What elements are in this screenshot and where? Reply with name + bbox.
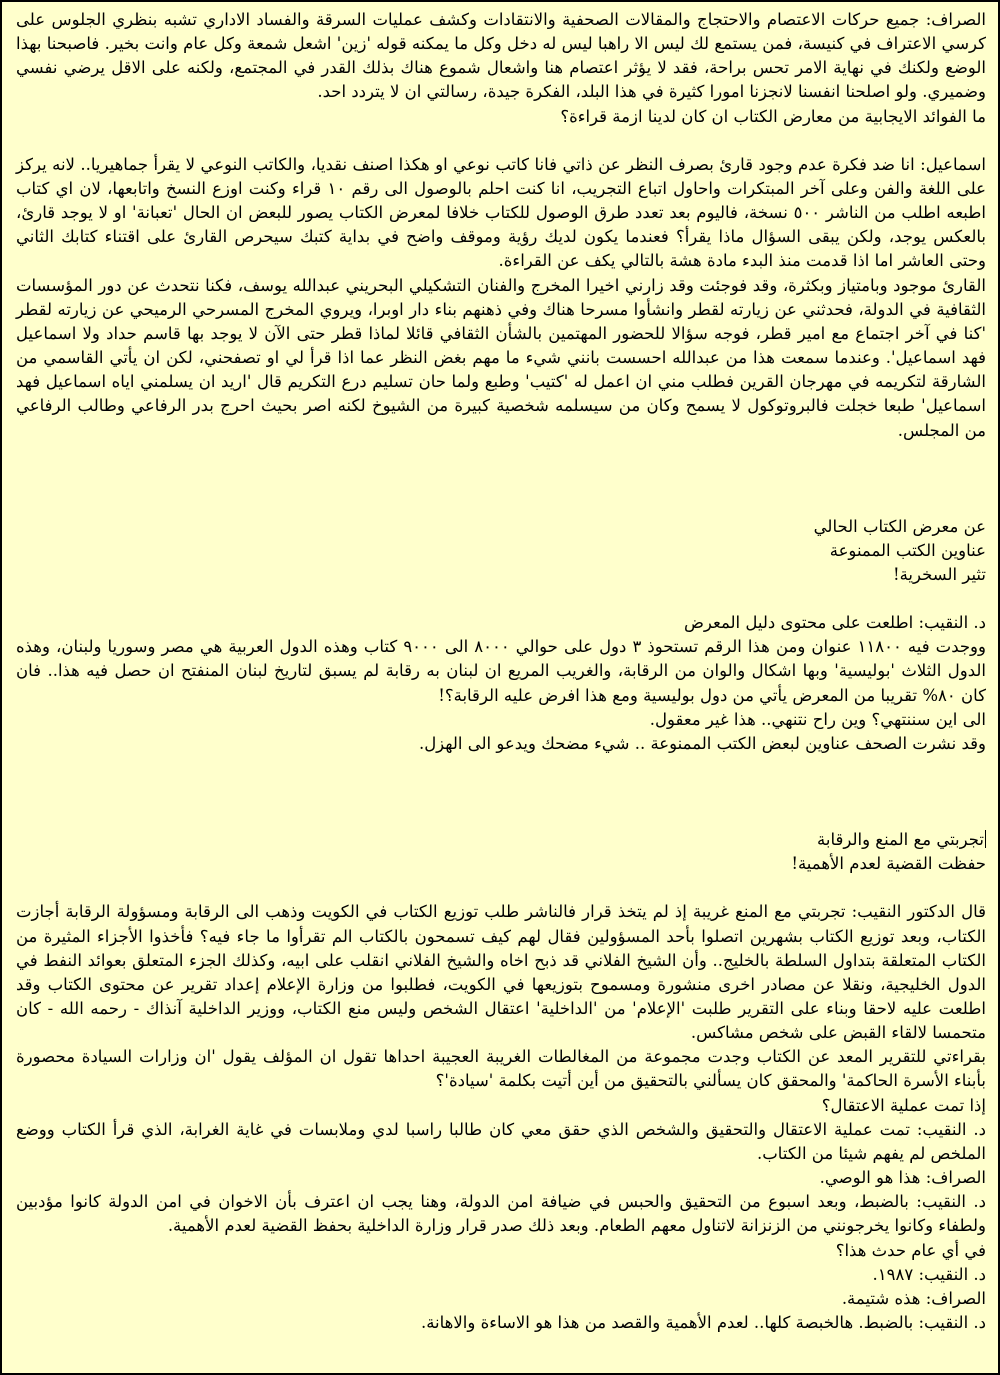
paragraph-text: عن معرض الكتاب الحالي [813,516,986,536]
section-heading-line [16,539,986,563]
paragraph-text: تثير السخرية! [892,564,986,584]
paragraph-text: بقراءتي للتقرير المعد عن الكتاب وجدت مجموعة من المغالطات الغريبة العجيبة احداها تقول ان المؤلف يقول 'ان وزارات السيادة محصورة بأبناء الأسرة الحاكمة' والمحقق كان يسألني بالتحقيق من أين أتيت بكلمة 'سيادة'؟ [16,1047,986,1091]
paragraph [16,611,986,635]
paragraph [16,708,986,732]
paragraph-text: اسماعيل: انا ضد فكرة عدم وجود قارئ بصرف النظر عن ذاتي فانا كاتب نوعي او هكذا اصنف نقديا، والكاتب النوعي لا يقرأ جماهيريا.. لانه يركز على اللغة والفن وعلى آخر المبتكرات واحاول اتباع التجريب، انا كنت احلم بالوصول الى رقم ١٠ قراء وكنت اوزع النسخ واتابعها، لان اي كتاب اطبعه اطلب من الناشر ٥٠٠ نسخة، فاليوم بعد تعدد طرق الوصول للكتاب خلافا لمعرض الكتاب يصور للبعض ان الحال 'تعبانة' او لا يوجد قارئ، بالعكس يوجد، ولكن يبقى السؤال ماذا يقرأ؟ فعندما يكون لديك رؤية وموقف واضح في بداية كتبك سيحرص القارئ على اقتناء كتابك الثاني وحتى العاشر اما اذا قدمت منذ البدء مادة هشة بالتالي يكف عن القراءة. [16,154,986,271]
paragraph [16,1166,986,1190]
paragraph-text: القارئ موجود وبامتياز وبكثرة، وقد فوجئت وقد زارني اخيرا المخرج والفنان التشكيلي البحريني عبدالله يوسف، فكنا نتحدث عن دور المؤسسات الثقافية في الدولة، فحدثني عن زيارته لقطر وانشأوا مسرحا هناك وفي ذهنهم بناء دار اوبرا، ويروي المخرج المسرحي الرميحي عن زيارته لقطر 'كنا في آخر اجتماع مع امير قطر، فوجه سؤالا للحضور المهتمين بالشأن الثقافي قائلا لماذا قطر حتى الآن لا يوجد بها قاسم حداد ولا اسماعيل فهد اسماعيل'. وعندما سمعت هذا من عبدالله احسست بانني شيء ما مهم بغض النظر عما اذا قرأ لي او تصفحني، لكن ان يأتي القاسمي من الشارقة لتكريمه في مهرجان القرين فطلب مني ان اعمل له 'كتيب' وطبع ولما حان تسليم درع التكريم قال 'اريد ان يسلمني اياه اسماعيل فهد اسماعيل' طبعا خجلت فالبروتوكول لا يسمح وكان من سيسلمه شخصية كبيرة من الشيوخ لكنه اصر بحيث احرج بدر الرفاعي وطالب الرفاعي من المجلس. [16,275,986,440]
paragraph-text: حفظت القضية لعدم الأهمية! [791,854,986,874]
blank-line [16,876,986,900]
section-heading-line [16,852,986,876]
paragraph [16,153,986,274]
paragraph [16,274,986,443]
paragraph-text: د. النقيب: بالضبط، وبعد اسبوع من التحقيق والحبس في ضيافة امن الدولة، وهنا يجب ان اعترف بأن الاخوان في امن الدولة كانوا مؤدبين ولطفاء وكانوا يخرجونني من الزنزانة لاتناول معهم الطعام. وبعد ذلك صدر قرار وزارة الداخلية بحفظ القضية لعدم الأهمية. [16,1192,986,1236]
paragraph-text: قال الدكتور النقيب: تجربتي مع المنع غريبة إذ لم يتخذ قرار فالناشر طلب توزيع الكتاب في الكويت وذهب الى الرقابة ومسؤولة الرقابة أجازت الكتاب، وبعد توزيع الكتاب بشهرين اتصلوا بأحد المسؤولين فقال لهم كيف تسمحون بالكتاب الم تقرأوا ما جاء فيه؟ فأخذوا الأجزاء المثيرة من الكتاب المتعلقة بتداول السلطة بالخليج.. وأن الشيخ الفلاني قد ذبح اخاه والشيخ الفلاني انقلب على ابيه، وكذلك الجزء المتعلق بعوائد النفط في الدول الخليجية، ونقلا عن مصادر اخرى منشورة ومسموح بتوزيعها في الكويت، فطلبوا من وزارة الإعلام إعداد تقرير عن محتوى الكتاب وقد اطلعت عليه لاحقا وبناء على التقرير طلبت 'الإعلام' من 'الداخلية' اعتقال الشخص وليس منع الكتاب، ووزير الداخلية آنذاك - رحمه الله - كان متحمسا لالقاء القبض على شخص مشاكس. [16,902,986,1043]
paragraph-text: في أي عام حدث هذا؟ [835,1240,986,1260]
section-heading-line [16,828,986,852]
paragraph-text: د. النقيب: بالضبط. هالخبصة كلها.. لعدم الأهمية والقصد من هذا هو الاساءة والاهانة. [420,1313,986,1333]
paragraph [16,1287,986,1311]
blank-line [16,587,986,611]
paragraph-text: الصراف: هذا هو الوصي. [819,1168,986,1188]
text-cursor [985,830,986,848]
paragraph-text: الصراف: جميع حركات الاعتصام والاحتجاج والمقالات الصحفية والانتقادات وكشف عمليات السرقة والفساد الاداري تشبه بنظري الجلوس على كرسي الاعتراف في كنيسة، فمن يستمع لك ليس الا راهبا ليس له دخل وكل ما يمكنه قوله 'زين' اشعل شمعة وكل عام وانت بخير. فاصبحنا بهذا الوضع ولكنك في نهاية الامر تحس براحة، فقد لا يؤثر اعتصام هنا واشعال شموع هناك بذلك القدر في المجتمع، ولكنه على الاقل يرضي نفسي وضميري. ولو اصلحنا انفسنا لانجزنا امورا كثيرة في هذا البلد، الفكرة جيدة، رسالتي ان لا يتردد احد. [16,10,986,102]
paragraph-text: د. النقيب: اطلعت على محتوى دليل المعرض [683,613,986,633]
paragraph-text: الى اين سننتهي؟ وين راح نتنهي.. هذا غير معقول. [649,709,986,729]
paragraph-text: وقد نشرت الصحف عناوين لبعض الكتب الممنوعة .. شيء مضحك ويدعو الى الهزل. [418,733,986,753]
paragraph [16,1045,986,1093]
paragraph [16,635,986,707]
paragraph-text: د. النقيب: تمت عملية الاعتقال والتحقيق والشخص الذي حقق معي كان طالبا راسبا لدي وملابسات في غاية الغرابة، الذي قرأ الكتاب ووضع الملخص لم يفهم شيئا من الكتاب. [16,1119,986,1163]
paragraph [16,1239,986,1263]
paragraph-text: ووجدت فيه ١١٨٠٠ عنوان ومن هذا الرقم تستحوذ ٣ دول على حوالي ٨٠٠٠ الى ٩٠٠٠ كتاب وهذه الدول العربية هي مصر وسوريا ولبنان، وهذه الدول الثلاث 'بوليسية' وبها اشكال والوان من الرقابة، والغريب المريع ان لبنان به رقابة لم يسبق لتاريخ لبنان المنفتح ان حصل فيه هذا.. فان كان ٨٠% تقريبا من المعرض يأتي من دول بوليسية ومع هذا افرض عليه الرقابة؟! [16,637,986,705]
blank-line [16,443,986,515]
paragraph [16,732,986,756]
paragraph [16,1311,986,1335]
paragraph [16,105,986,129]
paragraph [16,1118,986,1166]
paragraph-text: د. النقيب: ١٩٨٧. [872,1264,986,1284]
section-heading-line [16,515,986,539]
paragraph-text: ما الفوائد الايجابية من معارض الكتاب ان كان لدينا ازمة قراءة؟ [560,106,986,126]
paragraph-text: عناوين الكتب الممنوعة [829,540,986,560]
article-body [2,2,998,1335]
paragraph-text: تجربتي مع المنع والرقابة [817,830,984,850]
paragraph [16,1094,986,1118]
paragraph [16,1263,986,1287]
blank-line [16,129,986,153]
paragraph [16,1190,986,1238]
paragraph-text: الصراف: هذه شتيمة. [841,1288,986,1308]
blank-line [16,756,986,828]
paragraph-text: إذا تمت عملية الاعتقال؟ [821,1095,986,1115]
paragraph [16,8,986,105]
paragraph [16,900,986,1045]
section-heading-line [16,563,986,587]
